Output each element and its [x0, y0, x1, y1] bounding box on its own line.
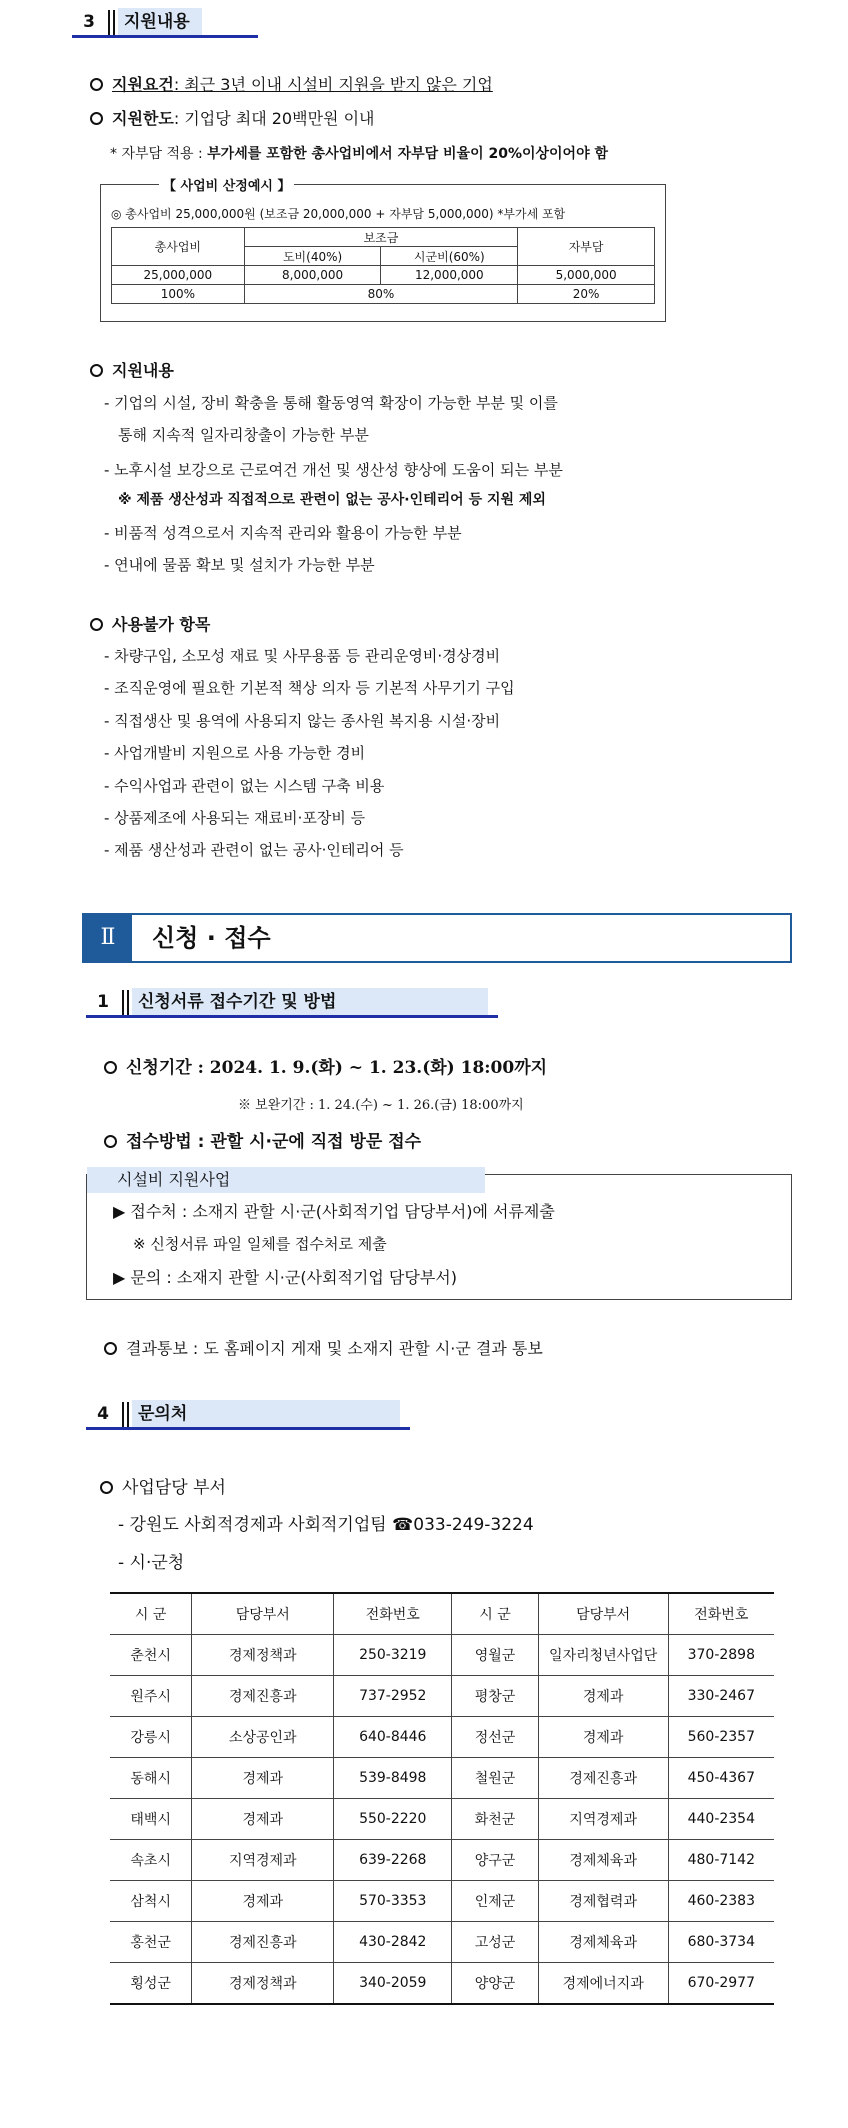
table-cell: 560-2357	[668, 1717, 774, 1758]
chapter-header	[82, 913, 792, 963]
table-cell: 경제과	[538, 1676, 668, 1717]
table-cell: 횡성군	[110, 1963, 192, 2005]
table-cell: 철원군	[452, 1758, 538, 1799]
table-cell: 정선군	[452, 1717, 538, 1758]
table-cell: 370-2898	[668, 1635, 774, 1676]
table-cell: 경제진흥과	[192, 1676, 334, 1717]
table-row	[110, 1840, 774, 1881]
table-cell: 경제과	[192, 1799, 334, 1840]
section-number: 4	[97, 1404, 109, 1424]
table-cell: 430-2842	[334, 1922, 452, 1963]
content-item: - 기업의 시설, 장비 확충을 통해 활동영역 확장이 가능한 부분 및 이를	[104, 394, 558, 412]
table-cell: 경제체육과	[538, 1922, 668, 1963]
table-cell: 480-7142	[668, 1840, 774, 1881]
table-cell: 경제체육과	[538, 1840, 668, 1881]
section-number: 1	[97, 992, 109, 1012]
unusable-item: - 직접생산 및 용역에 사용되지 않는 종사원 복지용 시설·장비	[104, 712, 501, 730]
table-cell: 화천군	[452, 1799, 538, 1840]
section-divider	[122, 990, 129, 1016]
unusable-item: - 제품 생산성과 관련이 없는 공사·인테리어 등	[104, 841, 404, 859]
chapter-roman: Ⅱ	[84, 915, 132, 961]
table-cell: 경제진흥과	[538, 1758, 668, 1799]
box-reception: ▶ 접수처 : 소재지 관할 시·군(사회적기업 담당부서)에 서류제출	[113, 1202, 555, 1221]
content-note: ※ 제품 생산성과 직접적으로 관련이 없는 공사·인테리어 등 지원 제외	[118, 492, 546, 508]
table-cell: 460-2383	[668, 1881, 774, 1922]
table-cell: 양구군	[452, 1840, 538, 1881]
table-cell: 640-8446	[334, 1717, 452, 1758]
box-note: ※ 신청서류 파일 일체를 접수처로 제출	[133, 1235, 387, 1253]
unusable-item: - 차량구입, 소모성 재료 및 사무용품 등 관리운영비·경상경비	[104, 647, 501, 665]
circle-bullet-icon	[90, 618, 103, 631]
table-cell: 330-2467	[668, 1676, 774, 1717]
table-cell: 경제과	[192, 1758, 334, 1799]
table-cell: 680-3734	[668, 1922, 774, 1963]
table-cell: 홍천군	[110, 1922, 192, 1963]
table-cell: 550-2220	[334, 1799, 452, 1840]
table-cell: 삼척시	[110, 1881, 192, 1922]
table-cell: 지역경제과	[538, 1799, 668, 1840]
unusable-item: - 수익사업과 관련이 없는 시스템 구축 비용	[104, 777, 385, 795]
content-item: - 노후시설 보강으로 근로여건 개선 및 생산성 향상에 도움이 되는 부분	[104, 461, 563, 479]
example-summary: ◎ 총사업비 25,000,000원 (보조금 20,000,000 + 자부담 5,000,000) *부가세 포함	[111, 207, 566, 221]
support-limit: 지원한도: 기업당 최대 20백만원 이내	[90, 106, 374, 129]
unusable-heading: 사용불가 항목	[90, 612, 210, 635]
table-cell: 340-2059	[334, 1963, 452, 2005]
table-cell: 670-2977	[668, 1963, 774, 2005]
supplement-period: ※ 보완기간 : 1. 24.(수) ~ 1. 26.(금) 18:00까지	[238, 1098, 524, 1113]
table-row	[110, 1758, 774, 1799]
table-row	[110, 1635, 774, 1676]
section-title: 신청서류 접수기간 및 방법	[132, 988, 488, 1016]
table-cell: 평창군	[452, 1676, 538, 1717]
table-cell: 경제과	[538, 1717, 668, 1758]
table-cell: 지역경제과	[192, 1840, 334, 1881]
content-item: - 비품적 성격으로서 지속적 관리와 활용이 가능한 부분	[104, 524, 462, 542]
table-cell: 태백시	[110, 1799, 192, 1840]
table-cell: 440-2354	[668, 1799, 774, 1840]
section-underline	[86, 1427, 410, 1430]
table-cell: 양양군	[452, 1963, 538, 2005]
content-heading: 지원내용	[90, 358, 174, 381]
box-inquiry: ▶ 문의 : 소재지 관할 시·군(사회적기업 담당부서)	[113, 1268, 457, 1287]
box-title: 시설비 지원사업	[87, 1167, 485, 1193]
table-cell: 경제진흥과	[192, 1922, 334, 1963]
self-pay-note: * 자부담 적용 : 부가세를 포함한 총사업비에서 자부담 비율이 20%이상이어야 함	[110, 146, 608, 162]
table-cell: 고성군	[452, 1922, 538, 1963]
section-divider	[122, 1402, 129, 1428]
table-cell: 춘천시	[110, 1635, 192, 1676]
section-header-3	[72, 8, 258, 38]
table-cell: 소상공인과	[192, 1717, 334, 1758]
circle-bullet-icon	[90, 112, 103, 125]
table-cell: 인제군	[452, 1881, 538, 1922]
section-underline	[86, 1015, 498, 1018]
unusable-item: - 상품제조에 사용되는 재료비·포장비 등	[104, 809, 366, 827]
table-cell: 영월군	[452, 1635, 538, 1676]
table-row	[110, 1676, 774, 1717]
section-header-1	[86, 988, 498, 1018]
support-requirement: 지원요건: 최근 3년 이내 시설비 지원을 받지 않은 기업	[90, 72, 493, 95]
table-cell: 경제과	[192, 1881, 334, 1922]
table-row	[110, 1922, 774, 1963]
application-period: 신청기간 : 2024. 1. 9.(화) ~ 1. 23.(화) 18:00까지	[104, 1053, 547, 1078]
content-item: 통해 지속적 일자리창출이 가능한 부분	[118, 426, 369, 444]
application-method: 접수방법 : 관할 시·군에 직접 방문 접수	[104, 1127, 421, 1152]
table-cell: 737-2952	[334, 1676, 452, 1717]
section-underline	[72, 35, 258, 38]
table-row	[110, 1717, 774, 1758]
example-table: 총사업비 보조금 자부담 도비(40%) 시군비(60%) 25,000,000 8,000,000 12,000,000 5,000,000 100% 80% 20%	[111, 227, 655, 304]
section-divider	[108, 10, 115, 36]
section-number: 3	[83, 12, 95, 32]
circle-bullet-icon	[100, 1481, 113, 1494]
table-cell: 경제정책과	[192, 1635, 334, 1676]
table-cell: 원주시	[110, 1676, 192, 1717]
circle-bullet-icon	[104, 1342, 117, 1355]
city-heading: - 시·군청	[118, 1553, 185, 1573]
table-cell: 동해시	[110, 1758, 192, 1799]
circle-bullet-icon	[90, 78, 103, 91]
table-cell: 539-8498	[334, 1758, 452, 1799]
table-cell: 570-3353	[334, 1881, 452, 1922]
chapter-title: 신청 · 접수	[152, 924, 271, 952]
cost-example-box	[100, 179, 666, 322]
unusable-item: - 사업개발비 지원으로 사용 가능한 경비	[104, 744, 366, 762]
section-title: 문의처	[132, 1400, 400, 1428]
table-cell: 경제정책과	[192, 1963, 334, 2005]
section-title: 지원내용	[118, 8, 202, 36]
table-header-row: 시 군 담당부서 전화번호 시 군 담당부서 전화번호	[110, 1593, 774, 1635]
circle-bullet-icon	[90, 364, 103, 377]
circle-bullet-icon	[104, 1061, 117, 1074]
facility-support-box	[86, 1170, 792, 1300]
example-title: 【 사업비 산정예시 】	[159, 175, 294, 194]
table-cell: 일자리청년사업단	[538, 1635, 668, 1676]
table-cell: 경제협력과	[538, 1881, 668, 1922]
table-cell: 속초시	[110, 1840, 192, 1881]
table-cell: 639-2268	[334, 1840, 452, 1881]
table-cell: 250-3219	[334, 1635, 452, 1676]
table-cell: 강릉시	[110, 1717, 192, 1758]
table-row	[110, 1881, 774, 1922]
table-row	[110, 1799, 774, 1840]
table-cell: 450-4367	[668, 1758, 774, 1799]
result-notice: 결과통보 : 도 홈페이지 게재 및 소재지 관할 시·군 결과 통보	[104, 1336, 543, 1359]
dept-heading: 사업담당 부서	[100, 1473, 226, 1498]
circle-bullet-icon	[104, 1135, 117, 1148]
unusable-item: - 조직운영에 필요한 기본적 책상 의자 등 기본적 사무기기 구입	[104, 679, 515, 697]
table-cell: 경제에너지과	[538, 1963, 668, 2005]
dept-contact: - 강원도 사회적경제과 사회적기업팀 ☎033-249-3224	[118, 1515, 534, 1535]
table-row	[110, 1963, 774, 2005]
content-item: - 연내에 물품 확보 및 설치가 가능한 부분	[104, 556, 375, 574]
contact-table	[110, 1592, 774, 2005]
section-header-4	[86, 1400, 410, 1430]
